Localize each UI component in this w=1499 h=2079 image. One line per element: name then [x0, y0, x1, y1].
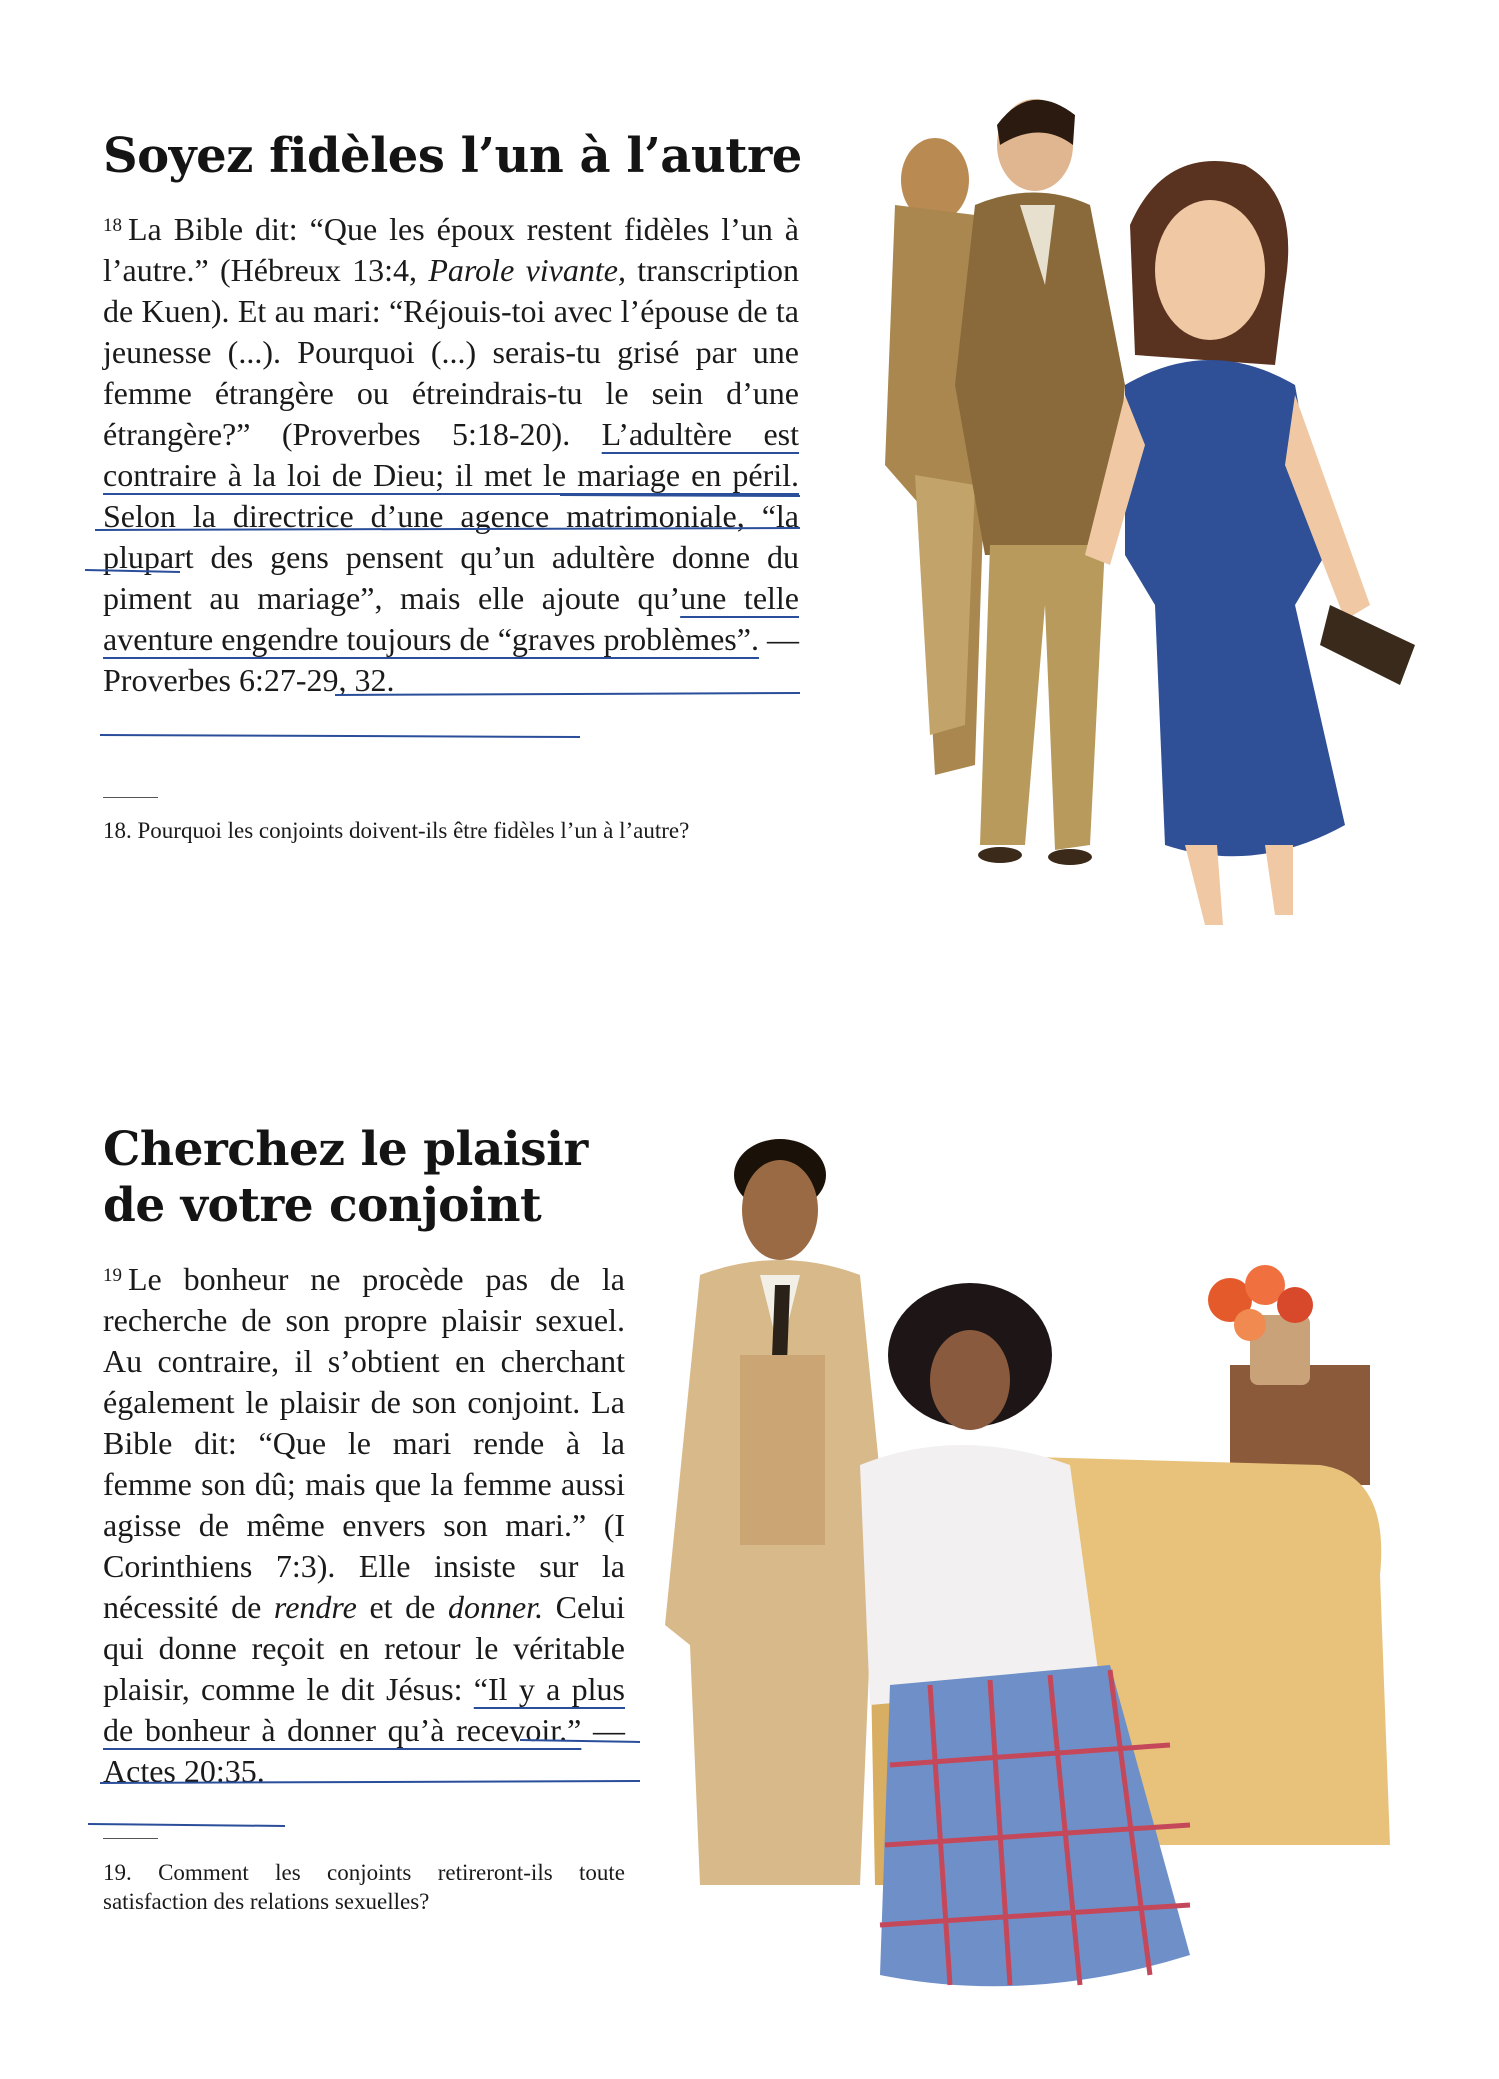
- text-run: Celui qui donne reçoit en retour le véritable plaisir, comme le dit Jésus:: [103, 1589, 626, 1707]
- underlined-text: L’adultère est contraire à la loi de Dieu; il met le mariage en péril.: [103, 416, 800, 493]
- heading-line: de votre conjoint: [103, 1178, 542, 1233]
- underlined-text: “Il y a plus de bonheur à donner qu’à recevoir.”: [103, 1671, 626, 1748]
- italic-text: donner.: [447, 1589, 544, 1625]
- text-run: — Proverbes 6:27-29, 32.: [103, 621, 800, 698]
- paragraph-number: 18: [103, 215, 122, 236]
- text-run: — Actes 20:35.: [103, 1712, 626, 1789]
- text-run: Le bonheur ne procède pas de la recherche de son propre plaisir sexuel. Au contraire, il s’obtient en cherchant également le plaisir de son conjoint. La Bible dit: “Que le mari rende à la femme son dû; mais que la femme aussi agisse de même envers son mari.” (I Corinthiens 7:3). Elle insiste sur la nécessité de: [103, 1261, 625, 1625]
- italic-text: Parole vivante,: [428, 252, 626, 288]
- text-run: et de: [356, 1589, 448, 1625]
- heading-line: Cherchez le plaisir: [103, 1122, 588, 1177]
- text-run: transcription de Kuen). Et au mari: “Réjouis-toi avec l’épouse de ta jeunesse (...). Pourquoi (...) serais-tu grisé par une femme étrangère ou étreindrais-tu le sein d’une étrangère?” (Proverbes 5:18-20).: [103, 252, 800, 452]
- italic-text: rendre: [273, 1589, 357, 1625]
- text-run: Selon la directrice d’une agence matrimoniale, “la plupart des gens pensent qu’un adultère donne du piment au mariage”, mais elle ajoute qu’: [103, 498, 799, 616]
- paragraph-number: 19: [103, 1265, 122, 1286]
- question-18: 18. Pourquoi les conjoints doivent-ils être fidèles l’un à l’autre?: [103, 818, 690, 843]
- text-run: La Bible dit: “Que les époux restent fidèles l’un à l’autre.” (Hébreux 13:4,: [103, 211, 799, 288]
- underlined-text: une telle aventure engendre toujours de “graves problèmes”.: [103, 580, 800, 657]
- question-19: 19. Comment les conjoints retireront-ils toute satisfaction des relations sexuelles?: [103, 1860, 625, 1914]
- section-1-heading: Soyez fidèles l’un à l’autre: [103, 128, 802, 184]
